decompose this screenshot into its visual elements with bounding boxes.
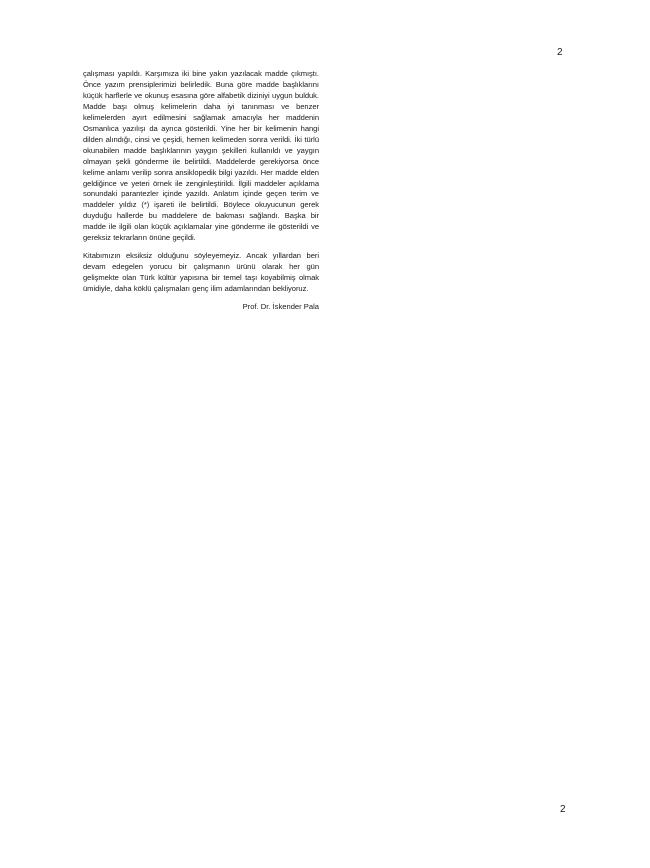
paragraph-2: Kitabımızın eksiksiz olduğunu söyleyemeyiz. Ancak yıllardan beri devam edegelen yorucu bir çalışmanın ürünü olarak her gün gelişmekte olan Türk kültür yapısına bir temel taşı koyabilmiş olmak ümidiyle, daha köklü çalışmaları genç ilim adamlarından bekliyoruz. [83,251,319,294]
paragraph-1: çalışması yapıldı. Karşımıza iki bine yakın yazılacak madde çıkmıştı. Önce yazım prensiplerimizi belirledik. Buna göre madde başlıklarını küçük harflerle ve okunuş esasına göre alfabetik diziniyi uygun bulduk. Madde başı olmuş kelimelerin daha iyi tanınması ve benzer kelimelerden ayırt edilmesini sağlamak amacıyla her maddenin Osmanlıca yazılışı da ayrıca gösterildi. Yine her bir kelimenin hangi dilden alındığı, cinsi ve çeşidi, hemen kelimeden sonra verildi. İki türlü okunabilen madde başlıklarının yaygın şekilleri kullanıldı ve yaygın olmayan şekli gönderme ile belirtildi. Maddelerde gerekiyorsa önce kelime anlamı verilip sonra ansiklopedik bilgi yazıldı. Her madde elden geldiğince ve yeteri örnek ile zenginleştirildi. İlgili maddeler açıklama sonundaki parantezler içinde yazıldı. Anlatım içinde geçen terim ve maddeler yıldız (*) işareti ile belirtildi. Böylece okuyucunun gerek duyduğu hallerde bu maddelere de bakması sağlandı. Başka bir madde ile ilgili olan küçük açıklamalar yine gönderme ile gösterildi ve gereksiz tekrarların önüne geçildi. [83,69,319,243]
page-number-bottom: 2 [560,804,566,815]
signature: Prof. Dr. İskender Pala [242,302,319,312]
page-number-top: 2 [557,47,563,58]
body-text [83,69,319,312]
